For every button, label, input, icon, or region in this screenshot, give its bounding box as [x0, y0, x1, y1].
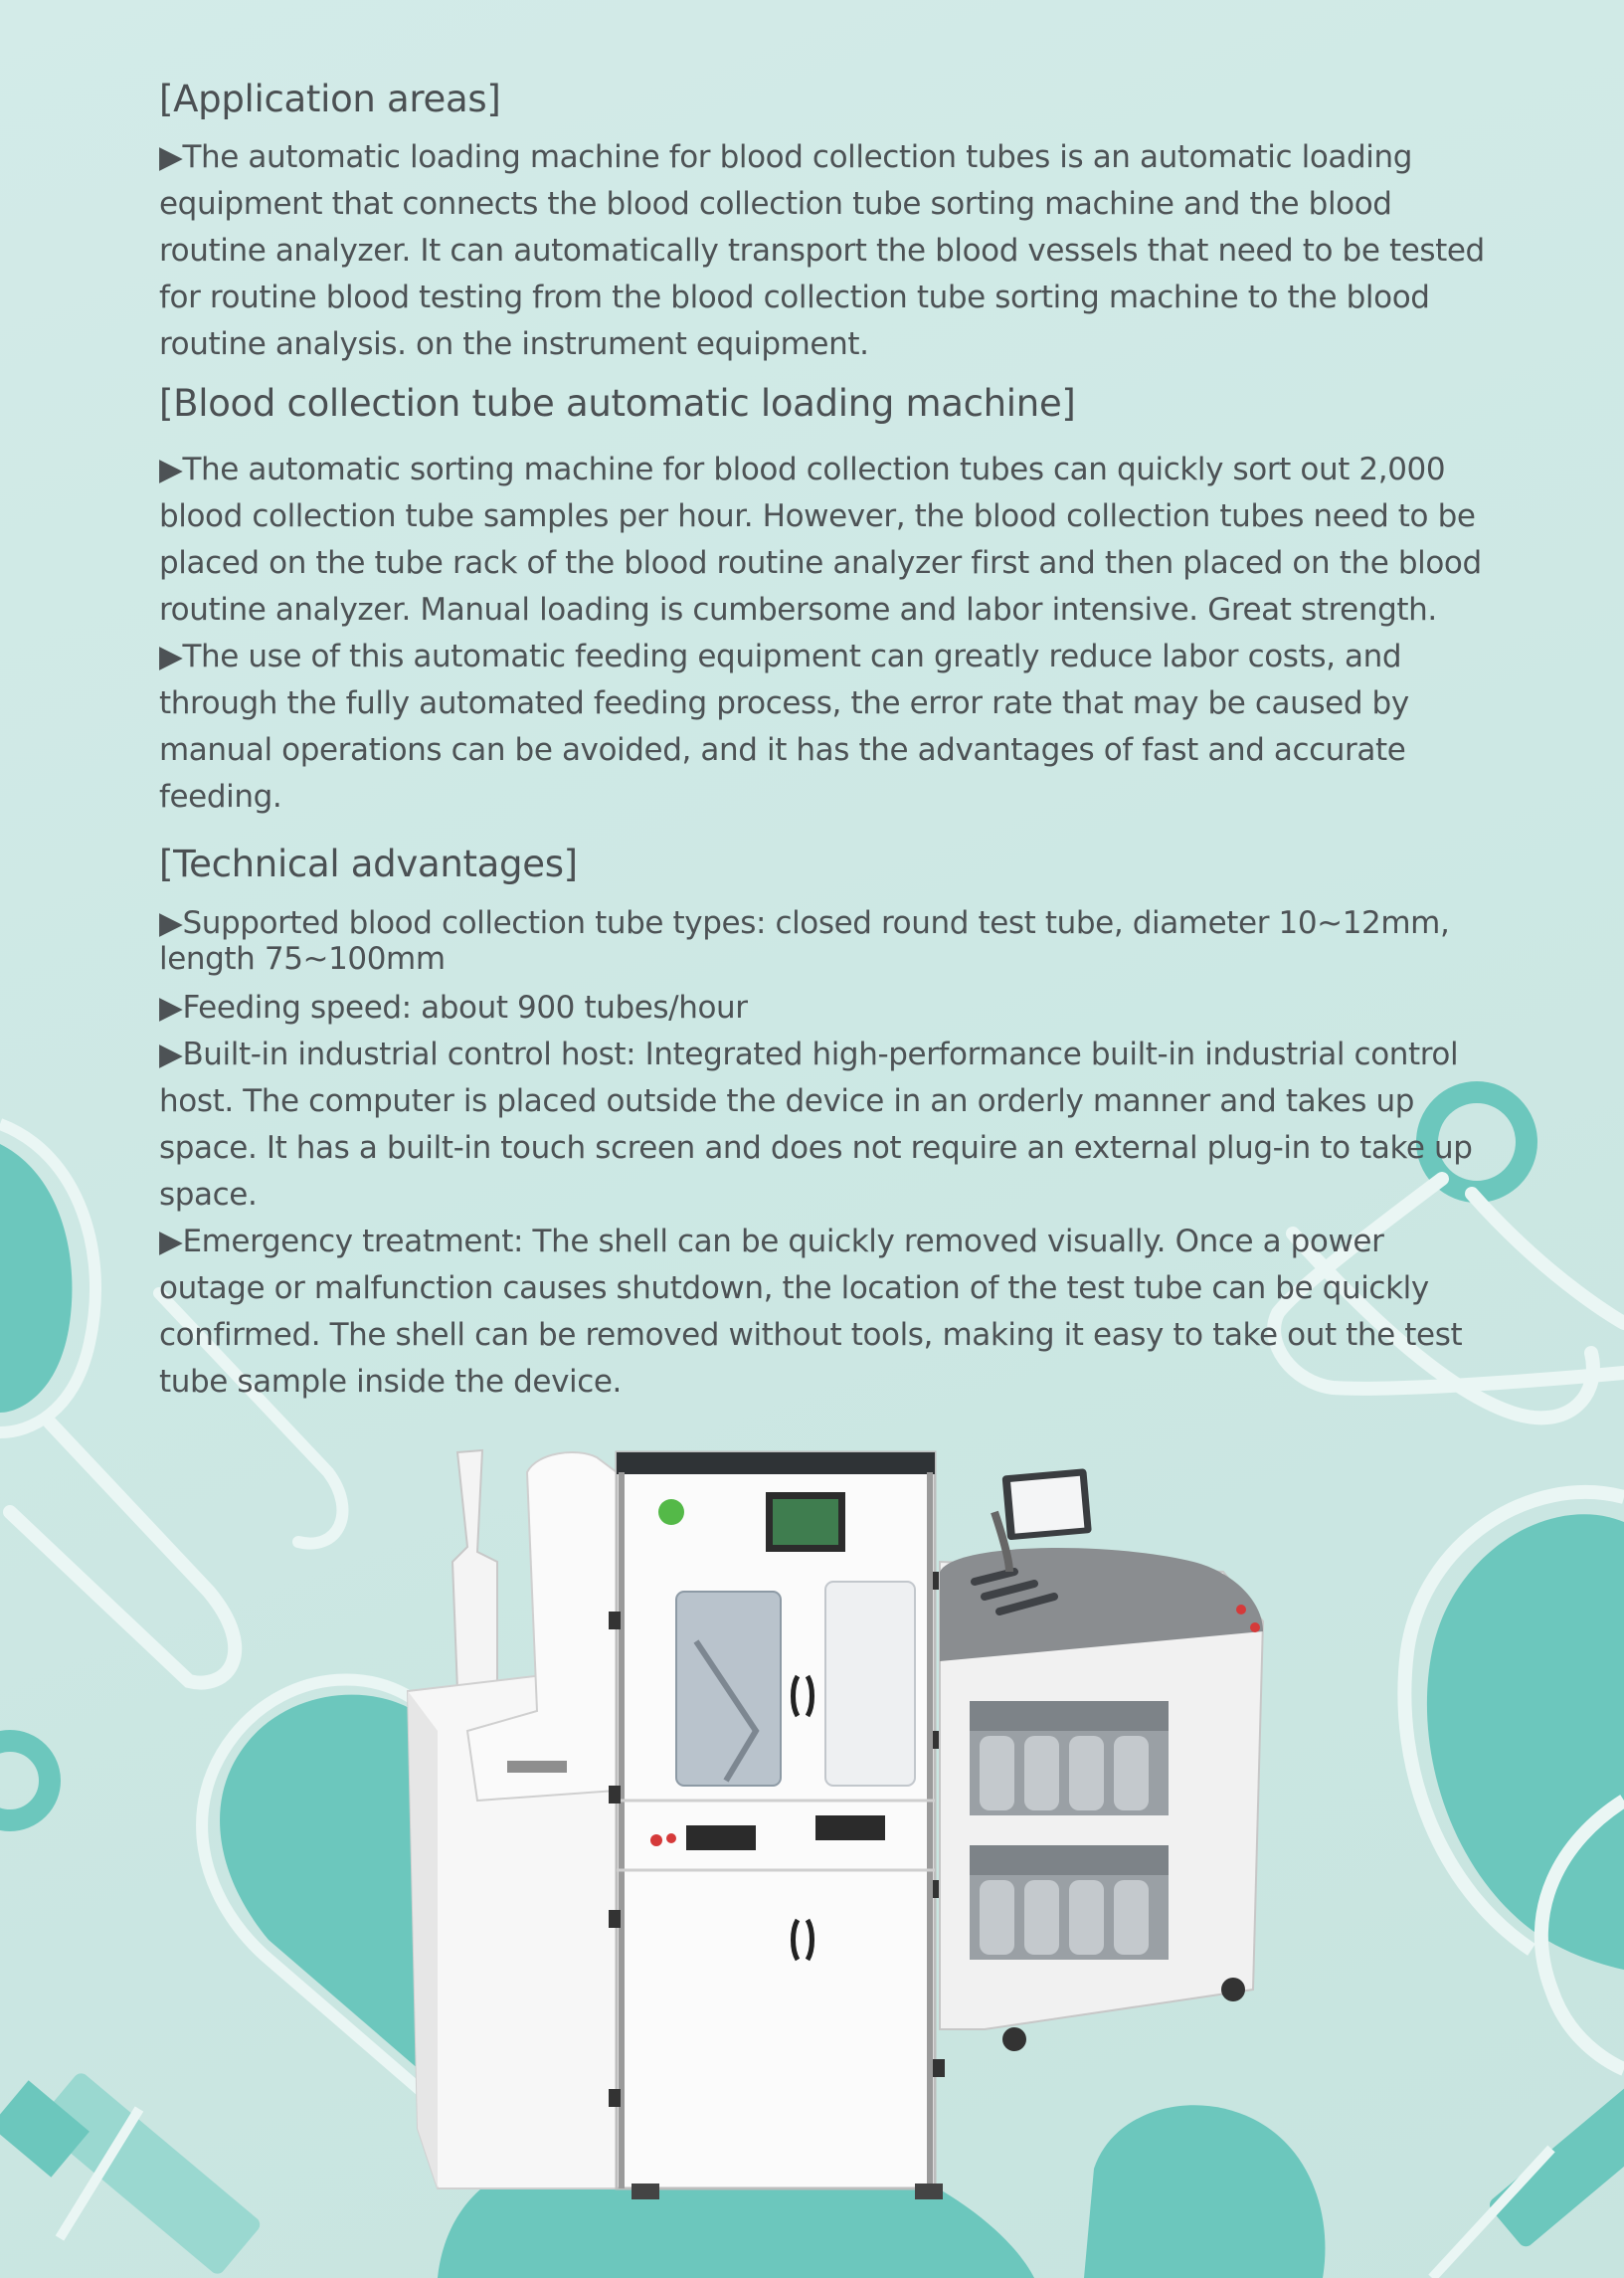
- machine-illustration: [398, 1432, 1293, 2208]
- syringe-icon: [0, 2070, 263, 2277]
- section-heading: [Application areas]: [159, 78, 501, 120]
- paragraph: ▶Supported blood collection tube types: closed round test tube, diameter 10~12mm, length 75~100mm: [159, 905, 1450, 977]
- section-technical-advantages: [159, 843, 1492, 1406]
- paragraph: ▶Emergency treatment: The shell can be quickly removed visually. Once a power outage or malfunction causes shutdown, the location of the test tube can be quickly confirmed. The shell can be removed without tools, making it easy to take out the test tube sample inside the device.: [159, 1224, 1463, 1400]
- syringe-icon: [1432, 2063, 1624, 2278]
- stethoscope-icon: [0, 1741, 50, 1820]
- section-application-areas: [159, 78, 1492, 368]
- paragraph: ▶The automatic sorting machine for blood collection tubes can quickly sort out 2,000 blood collection tube samples per hour. However, the blood collection tubes need to be placed on the tube rack of the blood routine analyzer first and then placed on the blood routine analyzer. Manual loading is cumbersome and labor intensive. Great strength.: [159, 452, 1482, 628]
- paragraph: ▶The automatic loading machine for blood collection tubes is an automatic loading equipment that connects the blood collection tube sorting machine and the blood routine analyzer. It can automatically transport the blood vessels that need to be tested for routine blood testing from the blood collection tube sorting machine to the blood routine analysis. on the instrument equipment.: [159, 139, 1485, 362]
- document-body: [159, 78, 1492, 1406]
- paragraph: ▶The use of this automatic feeding equipment can greatly reduce labor costs, and through the fully automated feeding process, the error rate that may be caused by manual operations can be avoided, and it has the advantages of fast and accurate feeding.: [159, 639, 1409, 815]
- section-heading: [Technical advantages]: [159, 843, 578, 885]
- section-heading: [Blood collection tube automatic loading machine]: [159, 382, 1076, 425]
- paragraph: ▶Built-in industrial control host: Integrated high-performance built-in industrial control host. The computer is placed outside the device in an orderly manner and takes up space. It has a built-in touch screen and does not require an external plug-in to take up space.: [159, 1037, 1473, 1213]
- paragraph: ▶Feeding speed: about 900 tubes/hour: [159, 990, 748, 1026]
- section-loading-machine: [159, 382, 1492, 821]
